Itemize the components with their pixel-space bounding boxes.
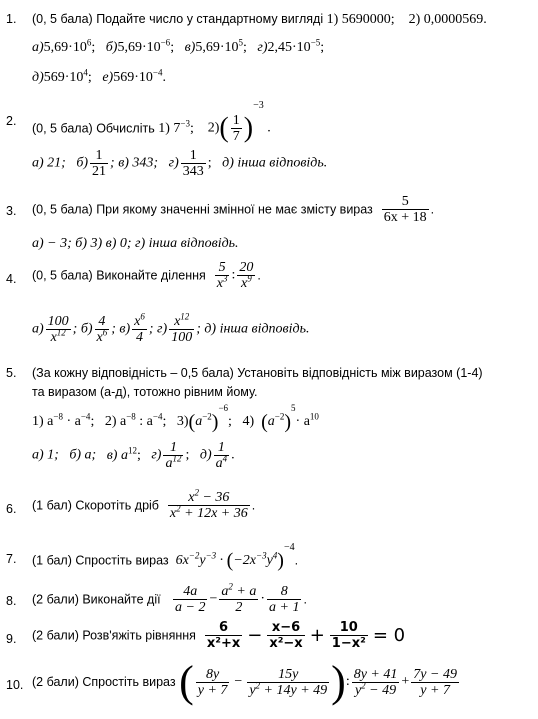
q3-options: а) − 3; б) 3) в) 0; г) інша відповідь. [32, 236, 239, 251]
question-number: 2. [6, 114, 17, 128]
question-number: 9. [6, 632, 17, 646]
question-header: (0, 5 бала) Подайте число у стандартному вигляді 1) 5690000; 2) 0,0000569. [32, 12, 487, 27]
question-header: (2 бали) Спростіть вираз ( $\frac{8y}{y + 7}$ − $\frac{15y}{y^2 + 14y + 49}$ ): $\frac{8y + 41}{y^2 - 49}$ + $\frac{7y - 49}{y + 7}$ [32, 657, 457, 706]
question-number: 4. [6, 272, 17, 286]
question-number: 7. [6, 552, 17, 566]
question-header: (2 бали) Розв'яжіть рівняння $\frac{6}{\text{x²+x}}$ − $\frac{x-6}{\text{x²−x}}$ + $\frac{10}{\text{1−x²}}$ = 0 [32, 620, 406, 651]
question-number: 6. [6, 502, 17, 516]
q4-options: а) $\frac{100}{x^{12}}$ ; б) $\frac{4}{x^6}$ ; в) $\frac{x^6}{4}$ ; г) $\frac{x^{12}}{100}$ ; д) інша відповідь. [32, 311, 310, 345]
question-header: (0, 5 бала) Виконайте ділення $\frac{5}{x^3}$ : $\frac{20}{x^9}$ . [32, 260, 261, 291]
question-number: 8. [6, 594, 17, 608]
question-header: (1 бал) Спростіть вираз $6x^{-2}y^{-3} \cdot (-2x^{-3}y^4)^{-4}$. [32, 542, 299, 572]
question-header-line2: та виразом (а-д), тотожно рівним йому. [32, 385, 258, 399]
q2-options: а) 21; б) $\frac{1}{21}$ ; в) 343; г) $\frac{1}{343}$ ; д) інша відповідь. [32, 148, 328, 179]
question-header: (2 бали) Виконайте дії $\frac{4a}{a - 2}$ − $\frac{a^2 + a}{2}$ · $\frac{8}{a + 1}$ . [32, 581, 307, 615]
q1-options-row1: $а)5,69\cdot 10^6$; $б)5,69\cdot 10^{-6}$; $в)5,69\cdot 10^5$; $г)2,45\cdot 10^{-5}$; [32, 37, 325, 55]
question-number: 1. [6, 12, 17, 26]
question-header: (0, 5 бала) Обчисліть 1) $7^{-3}$; 2)( $\frac{1}{7}$ )$^{-3}$ . [32, 100, 271, 145]
question-header: (0, 5 бала) При якому значенні змінної не має змісту вираз $\frac{5}{6x + 18}$ . [32, 194, 435, 225]
question-number: 10. [6, 678, 24, 692]
question-header-line1: (За кожну відповідність – 0,5 бала) Установіть відповідність між виразом (1-4) [32, 366, 483, 380]
q5-expressions: 1) $a^{-8} \cdot a^{-4}$; 2) $a^{-8}$ : $a^{-4}$; $3)(a^{-2})^{-6}$; 4) $(a^{-2})^5\cdot a^{10}$ [32, 403, 319, 433]
q5-options: а) 1; б) a; в) $a^{12}$; г) $\frac{1}{a^{12}}$ ; д) $\frac{1}{a^4}$ . [32, 440, 235, 471]
question-header: (1 бал) Скоротіть дріб $\frac{x^2 - 36}{x^2 + 12x + 36}$ . [32, 487, 256, 521]
question-number: 3. [6, 204, 17, 218]
q1-options-row2: $д)569\cdot 10^4$; $е)569\cdot 10^{-4}$. [32, 67, 166, 85]
question-number: 5. [6, 366, 17, 380]
